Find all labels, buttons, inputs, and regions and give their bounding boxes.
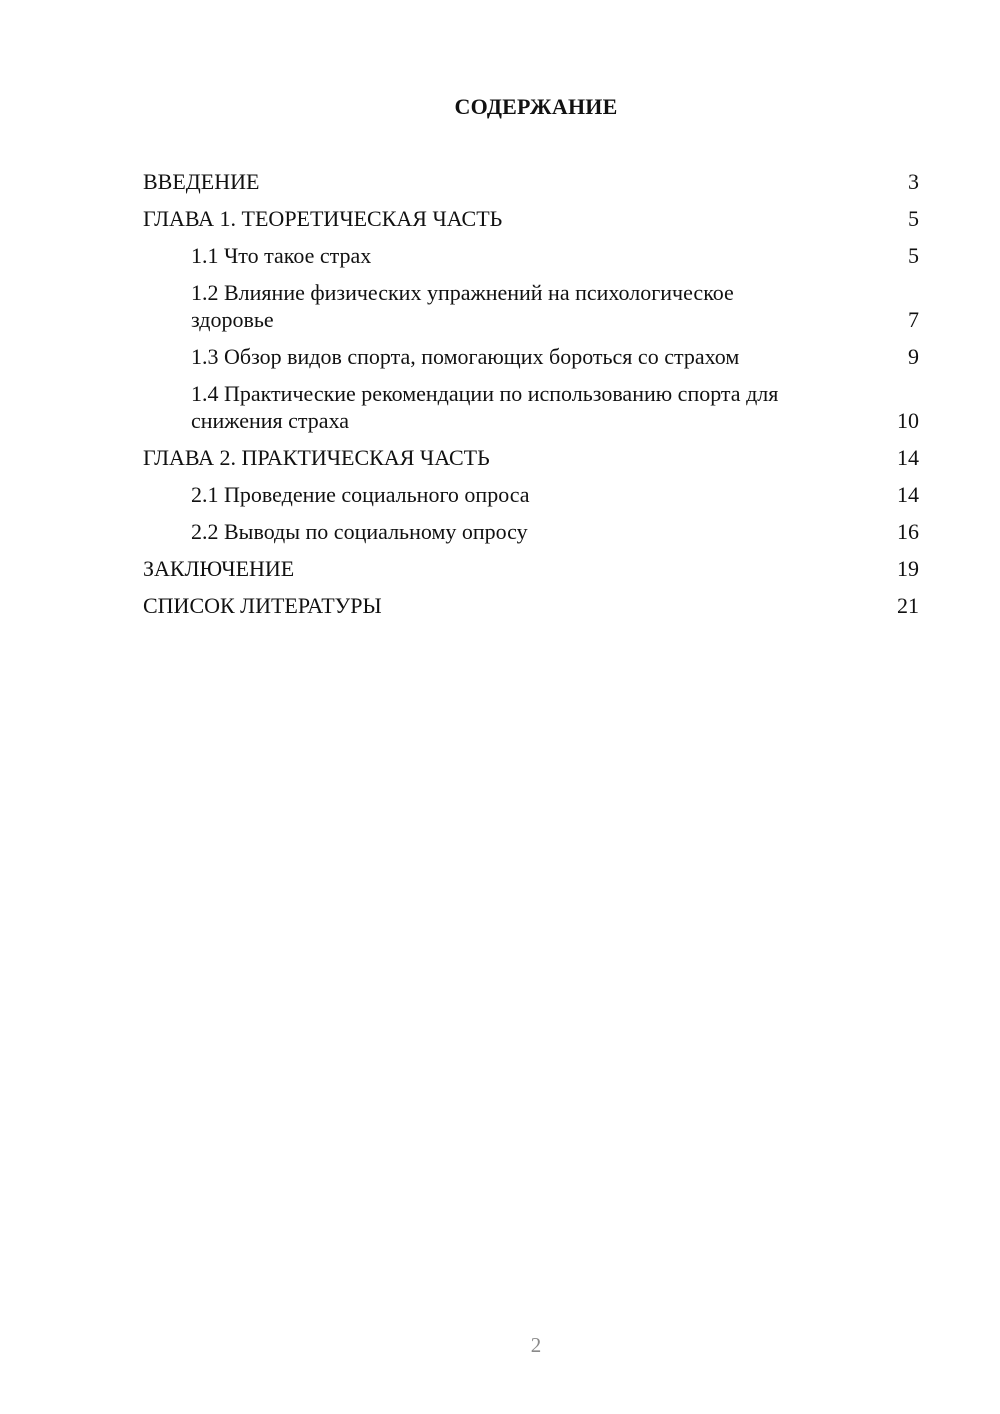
toc-entry-page: 3 [908,169,919,194]
toc-entry-conclusion [143,555,919,582]
toc-entry-text: 1.4 Практические рекомендации по использованию спорта для снижения страха [191,381,779,433]
toc-entry-text: 1.3 Обзор видов спорта, помогающих бороться со страхом [191,344,740,369]
toc-entry-section-2-2 [143,518,919,545]
toc-entry-chapter-2 [143,444,919,471]
toc-entry-page: 16 [897,519,919,544]
toc-entry-introduction [143,168,919,195]
page-number: 2 [530,1333,542,1357]
toc-entry-page: 10 [897,408,919,433]
toc-entry-page: 7 [908,307,919,332]
toc-entry-text: ГЛАВА 1. ТЕОРЕТИЧЕСКАЯ ЧАСТЬ [143,206,503,231]
toc-entry-references [143,592,919,619]
toc-entry-section-2-1 [143,481,919,508]
toc-entry-page: 9 [908,344,919,369]
toc-entry-text: 1.1 Что такое страх [191,243,372,268]
toc-entry-section-1-3 [143,343,919,370]
toc-entry-text: ГЛАВА 2. ПРАКТИЧЕСКАЯ ЧАСТЬ [143,445,490,470]
table-of-contents [143,168,919,629]
toc-entry-text: ВВЕДЕНИЕ [143,169,260,194]
toc-entry-page: 5 [908,243,919,268]
toc-entry-chapter-1 [143,205,919,232]
toc-entry-section-1-1 [143,242,919,269]
page-title: СОДЕРЖАНИЕ [454,94,618,119]
toc-entry-page: 14 [897,482,919,507]
toc-entry-text: 2.2 Выводы по социальному опросу [191,519,528,544]
toc-entry-text: СПИСОК ЛИТЕРАТУРЫ [143,593,382,618]
toc-entry-text: 2.1 Проведение социального опроса [191,482,530,507]
toc-entry-section-1-2 [143,279,919,333]
toc-entry-page: 5 [908,206,919,231]
toc-entry-page: 14 [897,445,919,470]
toc-entry-text: 1.2 Влияние физических упражнений на психологическое здоровье [191,280,734,332]
toc-entry-page: 21 [897,593,919,618]
toc-entry-text: ЗАКЛЮЧЕНИЕ [143,556,295,581]
toc-entry-page: 19 [897,556,919,581]
toc-entry-section-1-4 [143,380,919,434]
